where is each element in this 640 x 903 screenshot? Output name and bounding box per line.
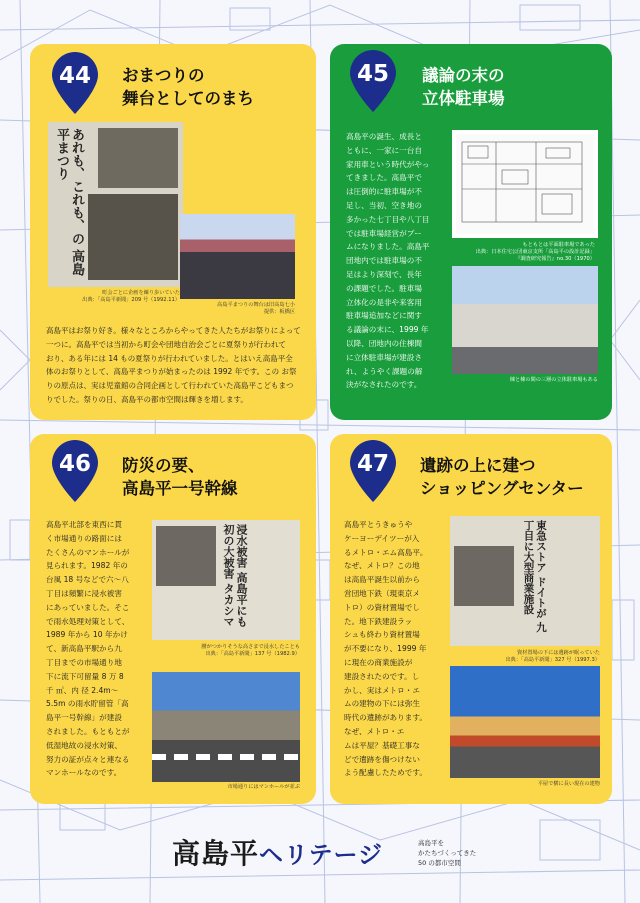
photo-caption: もともとは平面駐車場であった 出典：日本住宅公団東京支所「高島平の設計記録」 『調査研究報告』no.30（1970） — [475, 242, 595, 262]
card-number: 47 — [356, 451, 389, 477]
newspaper-photo — [48, 122, 183, 287]
card-title: 防災の要、 高島平一号幹線 — [122, 456, 238, 498]
newspaper-image — [88, 194, 178, 280]
logo-text-accent: ヘリテージ — [259, 841, 384, 869]
site-plan-icon — [456, 134, 594, 234]
parking-photo — [452, 266, 598, 374]
card-number: 45 — [356, 61, 389, 87]
plan-drawing — [452, 130, 598, 238]
card-44 — [30, 44, 316, 420]
card-body: 高島平とうきゅうや ケーヨーデイツーが入 るメトロ・エム高島平。 なぜ、メトロ？この地 は高島平誕生以前から 営団地下鉄（現東京メ トロ）の資材置場でし た。地下鉄建設ラッ シュも終わり資材置場 が不要になり、1999 年 に現在の商業施設が 建設されたのです。し かし、実はメトロ・エ ムの建物の下には弥生 時代の遺跡があります。 なぜ、メトロ・エ ムは平屋？基礎工事な どで遺跡を傷つけない よう配慮したためです。 — [344, 520, 428, 778]
photo-caption: 棟と棟の間の三層の立体駐車場もある — [509, 377, 598, 383]
building-photo — [450, 666, 600, 778]
photo-caption: 町会ごとに企画を練り歩いていた 出典：「高島平新聞」209 号（1992.11） — [82, 290, 180, 303]
card-number: 46 — [58, 451, 91, 477]
newspaper-image — [98, 128, 178, 188]
card-title: おまつりの 舞台としてのまち — [122, 66, 254, 108]
card-title: 遺跡の上に建つ ショッピングセンター — [420, 456, 584, 498]
newspaper-headline: 浸水被害 高島平にも 初の大被害 タカシマ — [222, 524, 248, 627]
card-title: 議論の末の 立体駐車場 — [422, 66, 505, 108]
newspaper-image — [156, 526, 216, 586]
photo-caption: 高島平まつりの舞台は旧高島七小 提供：板橋区 — [217, 302, 295, 315]
newspaper-image — [454, 546, 514, 606]
card-47 — [330, 434, 612, 804]
photo-caption: 資材置場の下には遺跡が眠っていた 出典：「高島平新聞」327 号（1997.3） — [505, 650, 600, 663]
newspaper-headline: あれも、これも、の 高島平まつり — [54, 128, 84, 276]
card-number: 44 — [58, 63, 91, 89]
card-45 — [330, 44, 612, 420]
logo-text-main: 高島平 — [172, 837, 260, 870]
photo-caption: 市場通りにはマンホールが並ぶ — [227, 784, 300, 790]
footer-logo — [172, 832, 383, 872]
footer-subtitle: 高島平を かたちづくってきた 50 の都市空間 — [418, 839, 477, 867]
card-46 — [30, 434, 316, 804]
card-body: 高島平の誕生、成長と ともに、一家に一台自 家用車という時代がやっ てきました。高島平で は圧倒的に駐車場が不 足し、当初、空き地の 多かった七丁目や八丁目 では駐車場経営がブー ムになりました。高島平 団地内では駐車場の不 足はより深刻で、長年 の課題でした。駐車場 立体化の是非や来客用 駐車場追加などに関す る議論の末に、1999 年 以降、団地内の住棟間 に立体駐車場が建設さ れ、ようやく課題の解 決がなされたのです。 — [346, 132, 430, 390]
card-body: 高島平はお祭り好き。様々なところからやってきた人たちがお祭りによって 一つに。高島平では当初から町会や団地自治会ごとに夏祭りが行われて おり、ある年には 14 もの夏祭りが行われていました。とはいえ高島平全 体のお祭りとして、高島平まつりが始まったのは 1992 年です。この お祭 りの原点は、実は児童館の合同企画として行われていた高島平こどもまつ りでした。祭りの日、高島平の都市空間は輝きを増します。 — [46, 326, 301, 404]
photo-caption: 腰がつかりそうな高さまで浸水したことも 出典：「高島平新聞」137 号（1982.9） — [201, 644, 300, 657]
newspaper-photo — [152, 520, 300, 640]
card-body: 高島平北部を東西に貫 く市場通りの路面には たくさんのマンホールが 見られます。1982 年の 台風 18 号などで六～八 丁目は頻繁に浸水被害 にあっていました。そこ で雨水処理対策として、 1989 年から 10 年かけ て、新高島平駅から九 丁目までの市場通り地 下に流下可留量 8 万 8 千 ㎥、内 径 2.4m～ 5.5m の雨水貯留管「高 島平一号幹線」が建設 されました。もともとが 低湿地故の浸水対策、 努力の証が点々と連なる マンホールなのです。 — [46, 520, 130, 778]
festival-photo — [180, 214, 295, 299]
photo-caption: 平屋で横に長い現在の建物 — [537, 781, 600, 787]
crosswalk-stripes — [152, 754, 300, 760]
street-photo — [152, 672, 300, 782]
newspaper-photo — [450, 516, 600, 646]
newspaper-headline: 東急ストア ドイトが 九丁目に大型商業施設 — [522, 520, 547, 633]
